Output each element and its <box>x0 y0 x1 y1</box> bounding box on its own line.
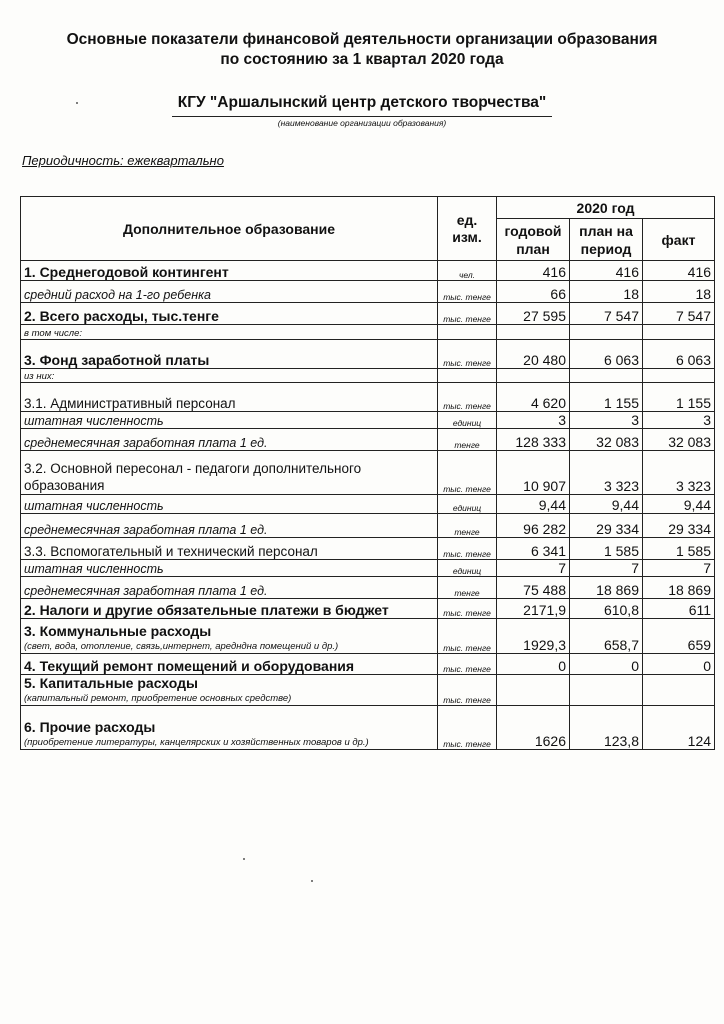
row-period-plan <box>570 325 643 340</box>
row-period-plan: 658,7 <box>570 619 643 654</box>
table-row <box>21 706 715 750</box>
table-row <box>21 303 715 325</box>
table-row <box>21 619 715 654</box>
row-period-plan: 7 <box>570 560 643 577</box>
row-annual-plan <box>497 325 570 340</box>
report-title <box>0 30 724 70</box>
row-annual-plan: 6 341 <box>497 538 570 560</box>
row-annual-plan: 2171,9 <box>497 599 570 619</box>
report-title-line2: по состоянию за 1 квартал 2020 года <box>220 51 504 68</box>
row-unit: тыс. тенге <box>438 451 497 495</box>
row-label: среднемесячная заработная плата 1 ед. <box>21 514 438 538</box>
row-fact: 18 <box>643 281 715 303</box>
row-period-plan <box>570 675 643 706</box>
row-label: 4. Текущий ремонт помещений и оборудования <box>21 654 438 675</box>
row-label <box>21 675 438 706</box>
table-row <box>21 538 715 560</box>
row-annual-plan: 0 <box>497 654 570 675</box>
row-annual-plan: 3 <box>497 412 570 429</box>
row-period-plan: 29 334 <box>570 514 643 538</box>
row-fact: 416 <box>643 261 715 281</box>
row-period-plan: 3 323 <box>570 451 643 495</box>
row-annual-plan: 4 620 <box>497 383 570 412</box>
row-unit: тенге <box>438 514 497 538</box>
header-unit-line2: изм. <box>452 228 482 245</box>
row-annual-plan: 128 333 <box>497 429 570 451</box>
header-education-type: Дополнительное образование <box>21 197 438 261</box>
row-fact: 1 585 <box>643 538 715 560</box>
row-fact <box>643 325 715 340</box>
table-row <box>21 383 715 412</box>
row-label: 3. Фонд заработной платы <box>21 340 438 369</box>
row-fact: 29 334 <box>643 514 715 538</box>
row-label <box>21 706 438 750</box>
row-period-plan: 18 869 <box>570 577 643 599</box>
row-label: в том числе: <box>21 325 438 340</box>
row-fact: 32 083 <box>643 429 715 451</box>
row-unit: единиц <box>438 560 497 577</box>
table-row <box>21 429 715 451</box>
table-row <box>21 577 715 599</box>
row-period-plan: 0 <box>570 654 643 675</box>
row-fact <box>643 369 715 383</box>
organization-caption: (наименование организации образования) <box>277 118 447 128</box>
row-label-title: 5. Капитальные расходы <box>24 675 198 691</box>
table-row <box>21 451 715 495</box>
row-label: 3.1. Административный персонал <box>21 383 438 412</box>
row-fact: 6 063 <box>643 340 715 369</box>
row-fact: 124 <box>643 706 715 750</box>
row-label-note: (свет, вода, отопление, связь,интернет, аредндна помещений и др.) <box>24 641 339 652</box>
row-fact: 3 323 <box>643 451 715 495</box>
table-row <box>21 675 715 706</box>
row-annual-plan: 10 907 <box>497 451 570 495</box>
row-label-note: (приобретение литературы, канцелярских и хозяйственных товаров и др.) <box>24 737 369 748</box>
row-annual-plan: 20 480 <box>497 340 570 369</box>
row-unit: тыс. тенге <box>438 675 497 706</box>
table-row <box>21 514 715 538</box>
row-label-title: 6. Прочие расходы <box>24 719 156 735</box>
row-label: из них: <box>21 369 438 383</box>
row-period-plan: 1 155 <box>570 383 643 412</box>
row-unit: тенге <box>438 577 497 599</box>
row-unit: тыс. тенге <box>438 340 497 369</box>
scan-speck <box>243 858 245 860</box>
header-unit-line1: ед. <box>456 211 478 228</box>
organization-underline <box>172 116 552 117</box>
row-label: 2. Налоги и другие обязательные платежи в бюджет <box>21 599 438 619</box>
row-annual-plan: 27 595 <box>497 303 570 325</box>
row-label: средний расход на 1-го ребенка <box>21 281 438 303</box>
row-unit <box>438 369 497 383</box>
row-period-plan: 6 063 <box>570 340 643 369</box>
row-period-plan: 1 585 <box>570 538 643 560</box>
periodicity-label: Периодичность: ежеквартально <box>22 153 224 168</box>
row-fact: 0 <box>643 654 715 675</box>
header-unit <box>438 197 497 261</box>
row-label: среднемесячная заработная плата 1 ед. <box>21 577 438 599</box>
row-label: штатная численность <box>21 560 438 577</box>
row-unit: тыс. тенге <box>438 303 497 325</box>
row-annual-plan: 75 488 <box>497 577 570 599</box>
row-annual-plan: 96 282 <box>497 514 570 538</box>
row-fact: 1 155 <box>643 383 715 412</box>
row-unit: тыс. тенге <box>438 706 497 750</box>
row-fact: 7 <box>643 560 715 577</box>
row-fact: 9,44 <box>643 495 715 514</box>
row-period-plan: 123,8 <box>570 706 643 750</box>
row-annual-plan: 7 <box>497 560 570 577</box>
table-row <box>21 495 715 514</box>
table-header-row-1 <box>21 197 715 219</box>
row-period-plan <box>570 369 643 383</box>
row-unit: тенге <box>438 429 497 451</box>
row-unit: тыс. тенге <box>438 654 497 675</box>
scan-speck <box>76 102 78 104</box>
table-row <box>21 261 715 281</box>
header-annual-plan: годовой план <box>497 219 570 261</box>
row-annual-plan: 66 <box>497 281 570 303</box>
row-annual-plan: 1626 <box>497 706 570 750</box>
row-annual-plan <box>497 369 570 383</box>
report-title-line1: Основные показатели финансовой деятельности организации образования <box>66 31 658 48</box>
row-annual-plan: 9,44 <box>497 495 570 514</box>
row-label: 2. Всего расходы, тыс.тенге <box>21 303 438 325</box>
row-period-plan: 416 <box>570 261 643 281</box>
row-period-plan: 9,44 <box>570 495 643 514</box>
row-fact: 3 <box>643 412 715 429</box>
row-label: 3.2. Основной пересонал - педагоги дополнительного образования <box>21 451 438 495</box>
row-unit: единиц <box>438 495 497 514</box>
row-unit: тыс. тенге <box>438 383 497 412</box>
row-fact <box>643 675 715 706</box>
financial-indicators-table <box>20 196 715 750</box>
row-unit: тыс. тенге <box>438 619 497 654</box>
row-label: 3.3. Вспомогательный и технический персонал <box>21 538 438 560</box>
row-fact: 611 <box>643 599 715 619</box>
row-annual-plan: 1929,3 <box>497 619 570 654</box>
row-label-note: (капитальный ремонт, приобретение основных средстве) <box>24 693 292 704</box>
row-period-plan: 18 <box>570 281 643 303</box>
table-row <box>21 325 715 340</box>
row-label: 1. Среднегодовой контингент <box>21 261 438 281</box>
row-fact: 659 <box>643 619 715 654</box>
row-fact: 7 547 <box>643 303 715 325</box>
scan-speck <box>311 880 313 882</box>
row-period-plan: 32 083 <box>570 429 643 451</box>
row-label: среднемесячная заработная плата 1 ед. <box>21 429 438 451</box>
row-unit: чел. <box>438 261 497 281</box>
table-row <box>21 412 715 429</box>
table-row <box>21 599 715 619</box>
organization-name: КГУ "Аршалынский центр детского творчества" <box>177 94 547 111</box>
table-row <box>21 654 715 675</box>
header-fact: факт <box>643 219 715 261</box>
header-year: 2020 год <box>497 197 715 219</box>
header-period-plan: план на период <box>570 219 643 261</box>
row-annual-plan <box>497 675 570 706</box>
table-row <box>21 281 715 303</box>
row-label: штатная численность <box>21 495 438 514</box>
row-label-title: 3. Коммунальные расходы <box>24 623 212 639</box>
table-row <box>21 369 715 383</box>
row-unit: единиц <box>438 412 497 429</box>
row-unit: тыс. тенге <box>438 281 497 303</box>
row-label <box>21 619 438 654</box>
row-annual-plan: 416 <box>497 261 570 281</box>
row-fact: 18 869 <box>643 577 715 599</box>
row-period-plan: 3 <box>570 412 643 429</box>
row-unit <box>438 325 497 340</box>
table-row <box>21 560 715 577</box>
row-period-plan: 7 547 <box>570 303 643 325</box>
table-row <box>21 340 715 369</box>
row-period-plan: 610,8 <box>570 599 643 619</box>
table-body <box>21 261 715 750</box>
row-label: штатная численность <box>21 412 438 429</box>
row-unit: тыс. тенге <box>438 599 497 619</box>
row-unit: тыс. тенге <box>438 538 497 560</box>
